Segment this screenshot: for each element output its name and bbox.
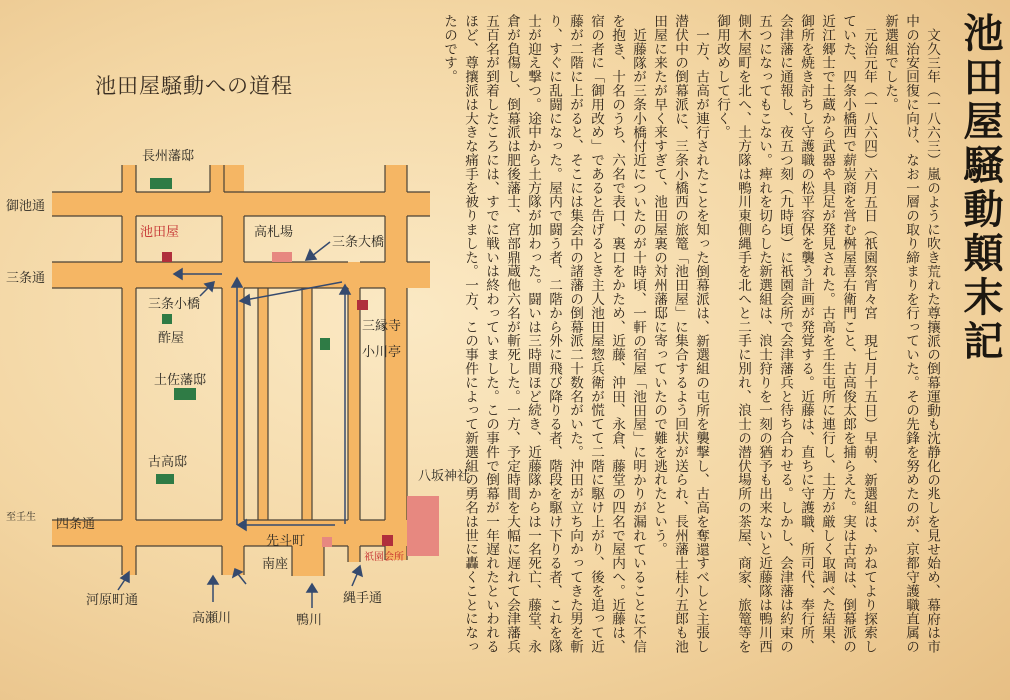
label-kosatsuba: 高札場 bbox=[254, 225, 294, 240]
label-sakaya: 酢屋 bbox=[158, 331, 185, 346]
label-ogawatei: 小川亭 bbox=[362, 345, 402, 360]
label-kamogawa: 鴨川 bbox=[296, 613, 323, 628]
sanenji-marker bbox=[357, 300, 368, 310]
label-sanjo: 三条通 bbox=[6, 271, 46, 286]
label-pontocho: 先斗町 bbox=[266, 534, 306, 549]
article-paragraph: 元治元年（一八六四）六月五日（祇園祭宵々宮 現七月十五日）早朝、新選組は、かねてより探索していた、四条小橋西で薪炭商を営む桝屋喜右衛門こと、古高俊太郎を捕らえた。実は古高は、倒幕派の近江郷士で土蔵から武器や具足が発見された。古高を壬生屯所に連行し、土方が厳しく取調べた結果、御所を焼き討ちし守護職の松平容保を襲う計画が発覚する。近藤は、直ちに守護職、所司代、奉行所、会津藩に通報し、夜五つ刻（九時頃）に祇園会所で会津藩兵と待ち合わせる。しかし、会津藩は約束の五つになってもこない。痺れを切らした新選組は、浪士狩りを一刻の猶予も出来ないと近藤隊は鴨川西側木屋町を北へ、土方隊は鴨川東側縄手を北へと二手に別れ、浪士の潜伏場所の茶屋、商家、旅篭等を御用改めして行く。 bbox=[714, 14, 877, 654]
kamogawa-pointer bbox=[307, 584, 317, 608]
route-map bbox=[0, 0, 470, 700]
north-road bbox=[210, 165, 224, 192]
sanjo-ohashi-pointer bbox=[306, 242, 330, 260]
pontocho-road bbox=[292, 546, 324, 576]
label-choshu: 長州藩邸 bbox=[142, 149, 195, 164]
label-tosa: 土佐藩邸 bbox=[154, 373, 207, 388]
kawaramachi-road bbox=[122, 165, 136, 575]
label-furutaka: 古高邸 bbox=[148, 455, 188, 470]
label-mibu: 至壬生 bbox=[6, 512, 36, 523]
label-minamiza: 南座 bbox=[262, 557, 289, 572]
map-title: 池田屋騒動への道程 bbox=[95, 74, 293, 98]
gion-kaisho-marker bbox=[382, 535, 393, 546]
takasegawa-pointer bbox=[208, 576, 218, 602]
yasaka-shrine-marker bbox=[407, 496, 439, 556]
label-sanenji: 三縁寺 bbox=[362, 319, 402, 334]
label-shijo: 四条通 bbox=[56, 517, 96, 532]
river-east-road bbox=[302, 288, 312, 520]
pontocho-marker bbox=[322, 537, 332, 547]
sakaya-marker bbox=[162, 314, 172, 324]
article-paragraph: 近藤隊が三条小橋付近についたのが十時頃、一軒の宿屋「池田屋」に明かりが漏れていることに不信を抱き、十名のうち、六名で表口、裏口をかため、近藤、沖田、永倉、藤堂の四名で屋内へ。近藤は、宿の者に「御用改め」であると告げるとき主人池田屋惣兵衛が慌てて二階に駆け上がり、後を追って近藤が二階に上がると、そこには集会中の諸藩の倒幕派二十数名がいた。沖田が立ち向かってきた男を斬り、すぐに乱闘になった。屋内で闘う者、二階から外に飛び降りる者、階段を駆け下りる者、これを隊士が迎え撃つ。途中から土方隊が加わった。闘いは三時間ほど続き、近藤隊からは一名死亡、藤堂、永倉が負傷し、倒幕派は肥後藩士、宮部鼎蔵他六名が斬死した。一方、予定時間を大幅に遅れて会津藩兵五百名が到着したころには、すでに戦いは終わっていました。この事件で倒幕が一年遅れたといわれるほど、尊攘派は大きな痛手を被りました。一方、この事件によって新選組の勇名は世に轟くことになったのです。 bbox=[441, 14, 646, 654]
river-west-road bbox=[258, 288, 268, 520]
article-title: 池田屋騒動顛末記 bbox=[957, 12, 1004, 364]
kosatsuba-marker bbox=[272, 252, 292, 262]
label-gion-kaisho: 祇園会所 bbox=[364, 552, 404, 563]
article-paragraph: 文久三年（一八六三）嵐のように吹き荒れた尊攘派の倒幕運動も沈静化の兆しを見せ始め、幕府は市中の治安回復に向け、なお一層の取り締まりを行っていた。その先鋒を努めたのが、京都守護職直属の新選組でした。 bbox=[882, 14, 940, 654]
label-nawate: 縄手通 bbox=[343, 591, 383, 606]
ikedaya-marker bbox=[162, 252, 172, 262]
label-takasegawa: 高瀬川 bbox=[192, 611, 232, 626]
label-ikedaya: 池田屋 bbox=[140, 225, 180, 240]
ogawatei-marker bbox=[320, 338, 330, 350]
tosa-residence-marker bbox=[174, 388, 196, 400]
label-kawaramachi: 河原町通 bbox=[86, 593, 139, 608]
east-road bbox=[385, 165, 407, 560]
road-network bbox=[52, 165, 430, 576]
choshu-residence-marker bbox=[150, 178, 172, 189]
label-yasaka: 八坂神社 bbox=[418, 469, 471, 484]
label-oike: 御池通 bbox=[6, 199, 46, 214]
kiyamachi-road bbox=[222, 165, 244, 575]
furutaka-residence-marker bbox=[156, 474, 174, 484]
label-sanjo-kobashi: 三条小橋 bbox=[148, 297, 201, 312]
nawate-pointer bbox=[352, 566, 362, 586]
label-sanjo-ohashi: 三条大橋 bbox=[332, 235, 385, 250]
article-paragraph: 一方、古高が連行されたことを知った倒幕派は、新選組の屯所を襲撃し、古高を奪還すべしと主張し潜伏中の倒幕派に、三条小橋西の旅篭「池田屋」に集合するよう回状が送られ、長州藩士桂小五郎も池田屋に来たが早く来すぎて、池田屋裏の対州藩邸に寄っていたので難を逃れたという。 bbox=[651, 14, 709, 654]
